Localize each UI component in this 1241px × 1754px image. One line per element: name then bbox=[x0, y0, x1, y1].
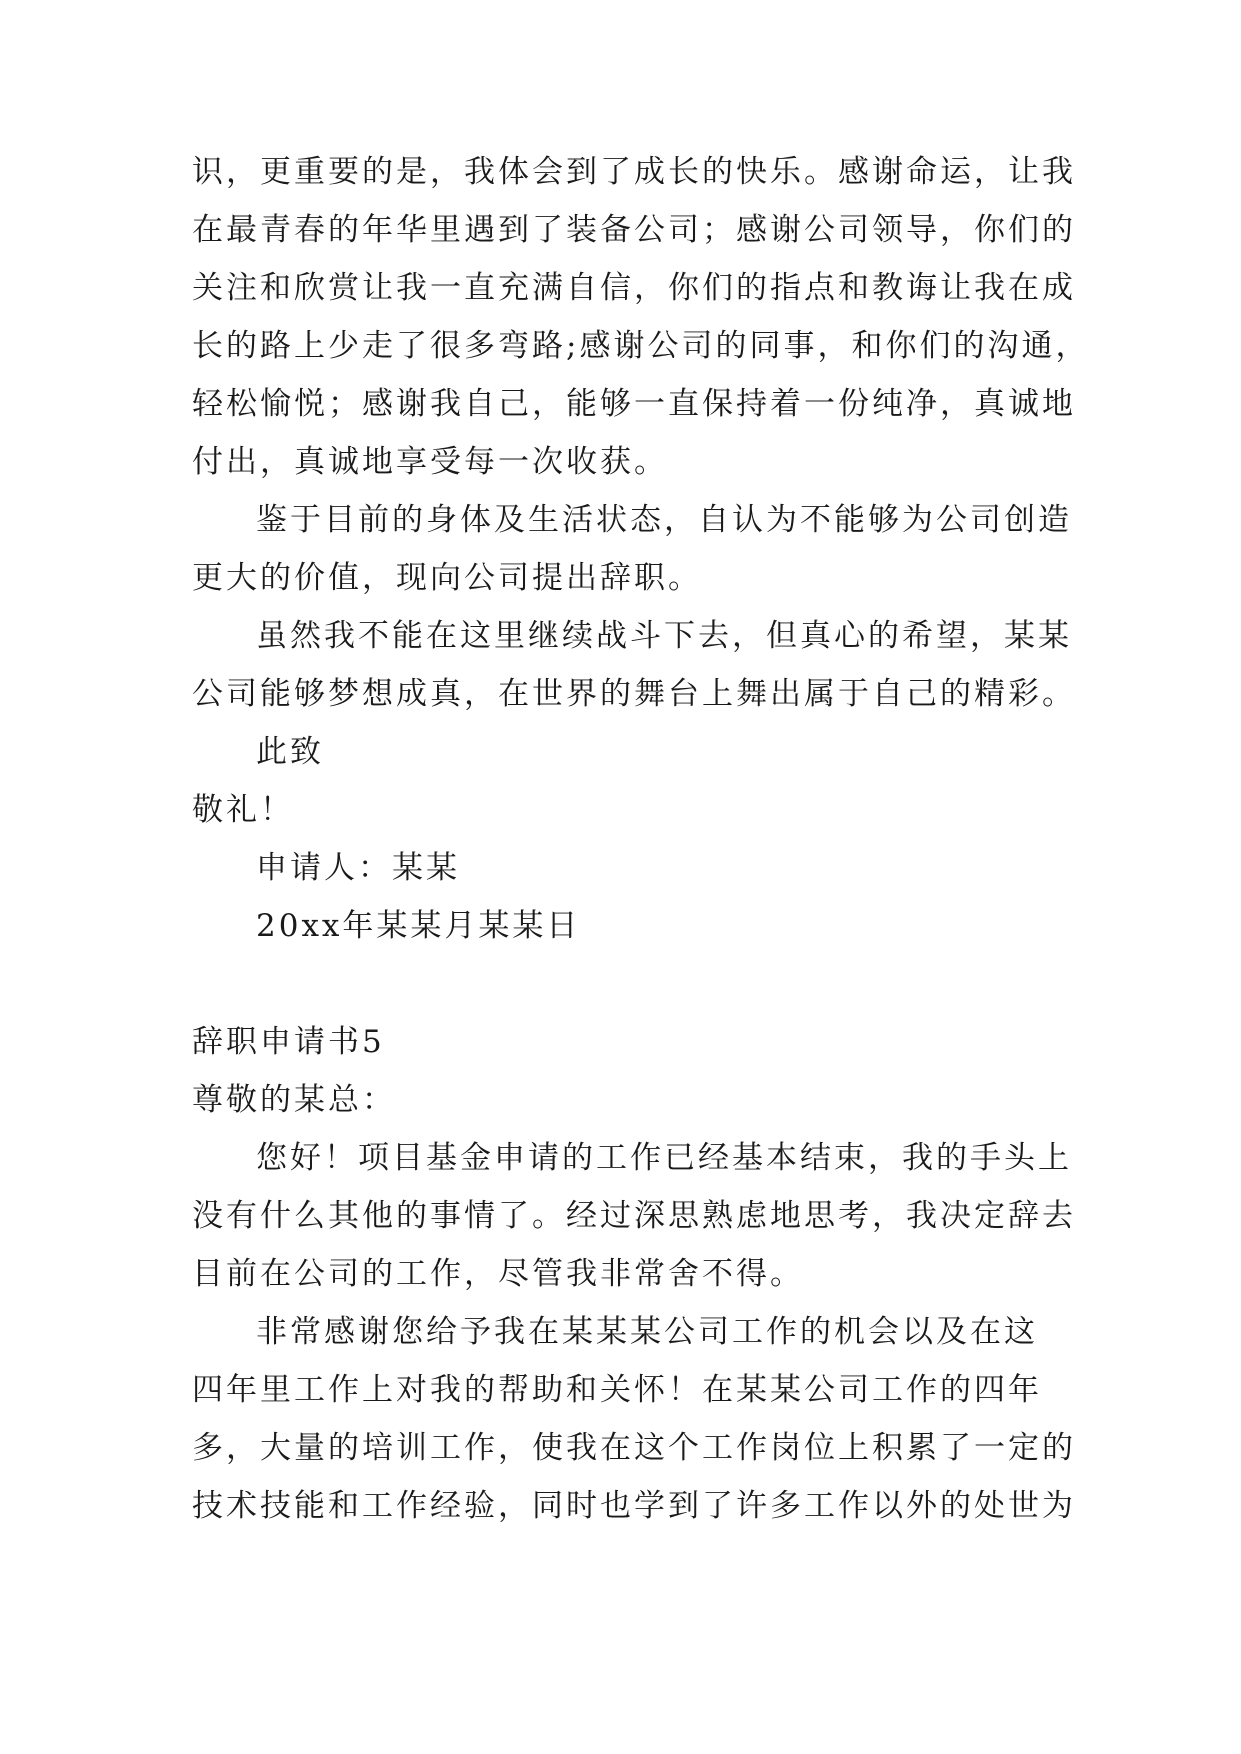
paragraph-line: 识，更重要的是，我体会到了成长的快乐。感谢命运，让我 bbox=[192, 154, 1076, 190]
paragraph-line: 关注和欣赏让我一直充满自信，你们的指点和教诲让我在成 bbox=[192, 270, 1076, 306]
paragraph-line: 技术技能和工作经验，同时也学到了许多工作以外的处世为 bbox=[192, 1488, 1076, 1524]
paragraph-line: 四年里工作上对我的帮助和关怀！在某某公司工作的四年 bbox=[192, 1372, 1042, 1408]
letter-date: 20xx年某某月某某日 bbox=[256, 908, 581, 944]
applicant-signature: 申请人：某某 bbox=[256, 850, 460, 886]
closing-salutation: 此致 bbox=[256, 734, 324, 770]
paragraph-line: 没有什么其他的事情了。经过深思熟虑地思考，我决定辞去 bbox=[192, 1198, 1076, 1234]
paragraph-line: 虽然我不能在这里继续战斗下去，但真心的希望，某某 bbox=[256, 618, 1072, 654]
paragraph-line: 轻松愉悦；感谢我自己，能够一直保持着一份纯净，真诚地 bbox=[192, 386, 1076, 422]
section-title: 辞职申请书5 bbox=[192, 1024, 385, 1060]
paragraph-line: 在最青春的年华里遇到了装备公司；感谢公司领导，你们的 bbox=[192, 212, 1076, 248]
paragraph-line: 公司能够梦想成真，在世界的舞台上舞出属于自己的精彩。 bbox=[192, 676, 1076, 712]
paragraph-line: 您好！项目基金申请的工作已经基本结束，我的手头上 bbox=[256, 1140, 1072, 1176]
paragraph-line: 鉴于目前的身体及生活状态，自认为不能够为公司创造 bbox=[256, 502, 1072, 538]
paragraph-line: 多，大量的培训工作，使我在这个工作岗位上积累了一定的 bbox=[192, 1430, 1076, 1466]
closing-regards: 敬礼！ bbox=[192, 792, 294, 828]
paragraph-line: 非常感谢您给予我在某某某公司工作的机会以及在这 bbox=[256, 1314, 1038, 1350]
paragraph-line: 付出，真诚地享受每一次收获。 bbox=[192, 444, 668, 480]
paragraph-line: 目前在公司的工作，尽管我非常舍不得。 bbox=[192, 1256, 804, 1292]
paragraph-line: 更大的价值，现向公司提出辞职。 bbox=[192, 560, 702, 596]
letter-greeting: 尊敬的某总： bbox=[192, 1082, 396, 1118]
paragraph-line: 长的路上少走了很多弯路;感谢公司的同事，和你们的沟通， bbox=[192, 328, 1090, 364]
